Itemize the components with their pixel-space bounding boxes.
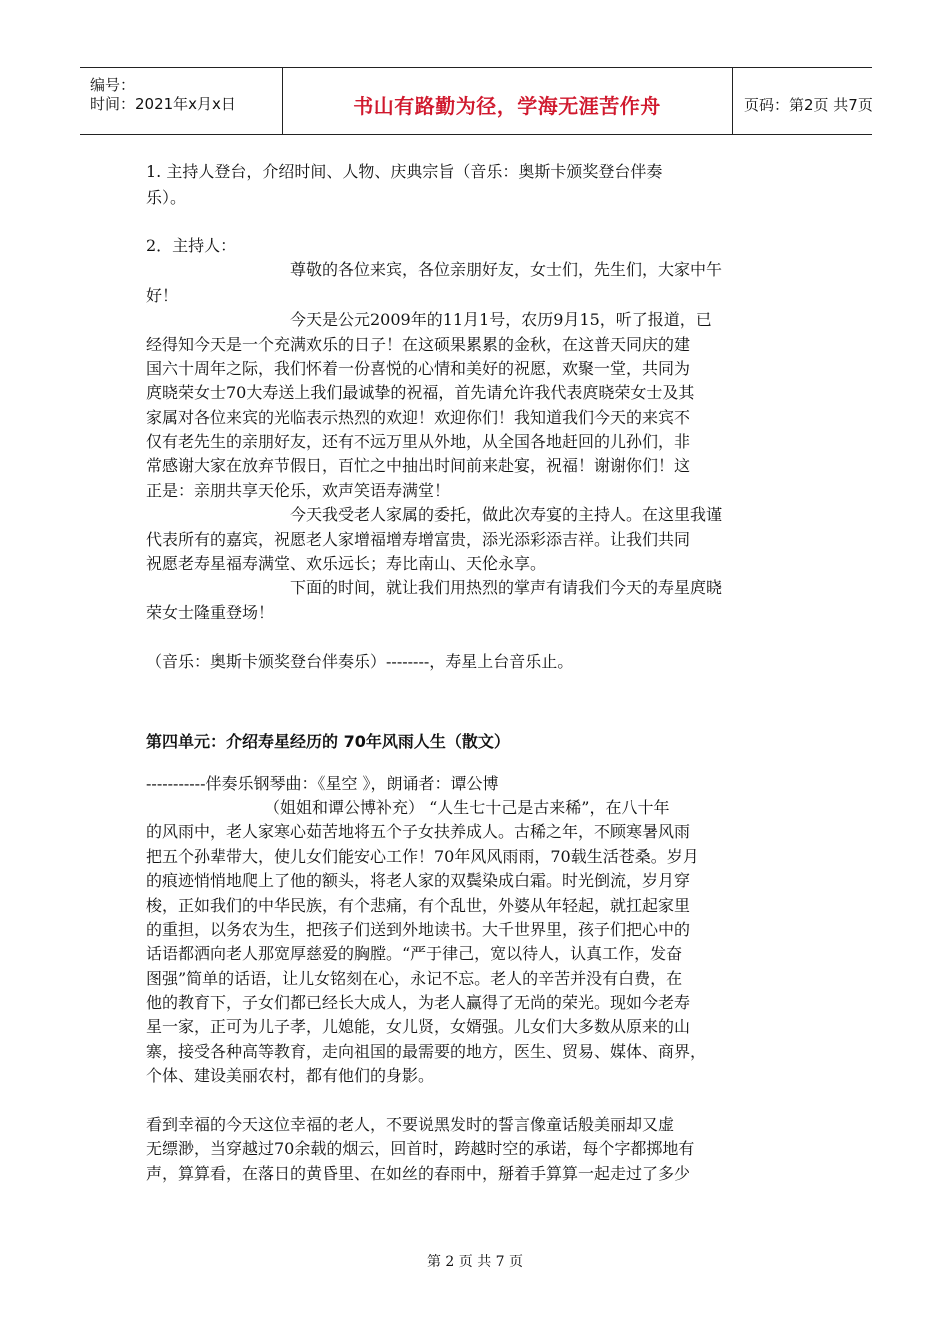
section-line: 的痕迹悄悄地爬上了他的额头，将老人家的双鬓染成白霜。时光倒流，岁月穿	[146, 871, 691, 890]
body-line: 国六十周年之际，我们怀着一份喜悦的心情和美好的祝愿，欢聚一堂，共同为	[146, 359, 691, 378]
body-line: 荣女士隆重登场！	[146, 603, 275, 622]
body-line: 2．主持人：	[146, 236, 237, 255]
body-line: 祝愿老寿星福寿满堂、欢乐远长；寿比南山、天伦永享。	[146, 554, 547, 573]
section-line: 的重担，以务农为生，把孩子们送到外地读书。大千世界里，孩子们把心中的	[146, 920, 691, 939]
body-line: 常感谢大家在放弃节假日，百忙之中抽出时间前来赴宴，祝福！谢谢你们！这	[146, 456, 691, 475]
body-line: 尊敬的各位来宾，各位亲朋好友，女士们，先生们，大家中午	[290, 260, 723, 279]
page-footer: 第 2 页 共 7 页	[426, 1254, 524, 1270]
body-line: 今天是公元2009年的11月1号，农历9月15，听了报道，已	[290, 310, 712, 329]
section-line: 梭，正如我们的中华民族，有个悲痛，有个乱世，外婆从年轻起，就扛起家里	[146, 896, 691, 915]
body-line: （音乐：奥斯卡颁奖登台伴奏乐）--------，寿星上台音乐止。	[146, 652, 574, 671]
section-line: 图强”简单的话语，让儿女铭刻在心，永记不忘。老人的辛苦并没有白费，在	[146, 969, 683, 988]
body-line: 庹晓荣女士70大寿送上我们最诚挚的祝福，首先请允许我代表庹晓荣女士及其	[146, 383, 695, 402]
body-line: 好！	[146, 286, 179, 305]
section-line: 看到幸福的今天这位幸福的老人，不要说黑发时的誓言像童话般美丽却又虚	[146, 1115, 675, 1134]
body-line: 下面的时间，就让我们用热烈的掌声有请我们今天的寿星庹晓	[290, 578, 723, 597]
document-number-label: 编号：	[90, 76, 136, 94]
section-line: 星一家，正可为儿子孝，儿媳能，女儿贤，女婿强。儿女们大多数从原来的山	[146, 1017, 691, 1036]
section-line: 寨，接受各种高等教育，走向祖国的最需要的地方，医生、贸易、媒体、商界，	[146, 1042, 707, 1061]
section-line: 无缥渺，当穿越过70余载的烟云，回首时，跨越时空的承诺，每个字都掷地有	[146, 1139, 695, 1158]
body-line: 1. 主持人登台，介绍时间、人物、庆典宗旨（音乐：奥斯卡颁奖登台伴奏	[146, 162, 663, 181]
header-page-info: 页码：第2页 共7页	[744, 96, 873, 114]
section-line: （姐姐和谭公博补充） “人生七十己是古来稀”，在八十年	[264, 798, 670, 817]
section-heading: 第四单元：介绍寿星经历的 70年风雨人生（散文）	[146, 732, 510, 751]
section-line: -----------伴奏乐钢琴曲：《星空 》，朗诵者：谭公博	[146, 774, 499, 793]
page-header	[80, 67, 872, 135]
section-line: 话语都洒向老人那宽厚慈爱的胸膛。“严于律己，宽以待人，认真工作，发奋	[146, 944, 683, 963]
section-line: 个体、建设美丽农村，都有他们的身影。	[146, 1066, 435, 1085]
body-line: 经得知今天是一个充满欢乐的日子！在这硕果累累的金秋，在这普天同庆的建	[146, 335, 691, 354]
document-date-label: 时间：2021年x月x日	[90, 95, 236, 113]
body-line: 乐）。	[146, 188, 187, 207]
section-line: 的风雨中，老人家寒心茹苦地将五个子女扶养成人。古稀之年，不顾寒暑风雨	[146, 822, 691, 841]
section-line: 把五个孙辈带大，使儿女们能安心工作！70年风风雨雨，70载生活苍桑。岁月	[146, 847, 699, 866]
body-line: 代表所有的嘉宾，祝愿老人家增福增寿增富贵，添光添彩添吉祥。让我们共同	[146, 530, 691, 549]
body-line: 正是：亲朋共享天伦乐，欢声笑语寿满堂！	[146, 481, 451, 500]
header-motto: 书山有路勤为径，学海无涯苦作舟	[353, 94, 661, 118]
header-meta-cell	[80, 68, 283, 134]
body-line: 今天我受老人家属的委托，做此次寿宴的主持人。在这里我谨	[290, 505, 723, 524]
section-line: 他的教育下，子女们都已经长大成人，为老人赢得了无尚的荣光。现如今老寿	[146, 993, 691, 1012]
header-motto-cell	[282, 68, 733, 134]
header-page-cell	[732, 68, 872, 134]
section-line: 声，算算看，在落日的黄昏里、在如丝的春雨中，掰着手算算一起走过了多少	[146, 1164, 691, 1183]
body-line: 仅有老先生的亲朋好友，还有不远万里从外地，从全国各地赶回的儿孙们，非	[146, 432, 691, 451]
body-line: 家属对各位来宾的光临表示热烈的欢迎！欢迎你们！我知道我们今天的来宾不	[146, 408, 691, 427]
